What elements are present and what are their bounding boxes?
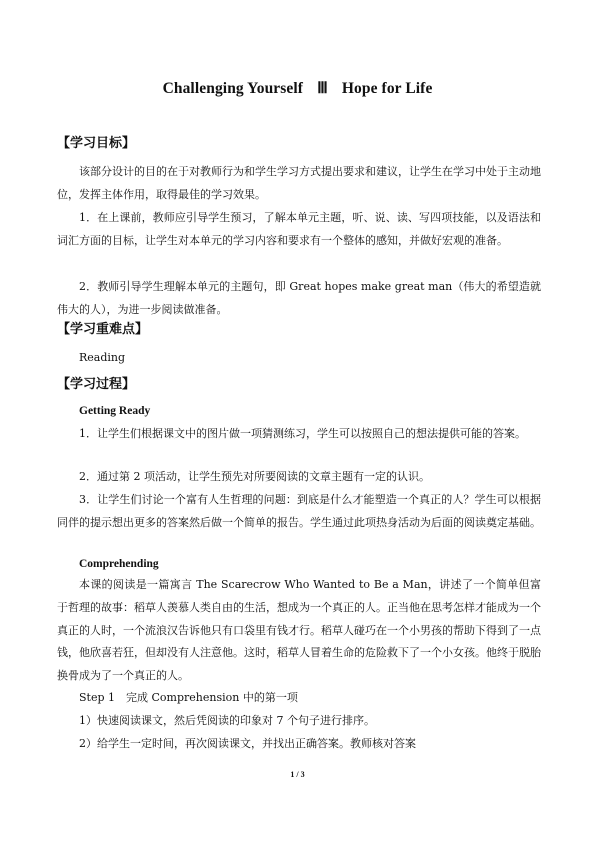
getting-ready-item-1: 1．让学生们根据课文中的图片做一项猜测练习，学生可以按照自己的想法提供可能的答案。 <box>79 427 526 440</box>
comprehending-heading: Comprehending <box>79 558 159 570</box>
goals-intro-paragraph: 该部分设计的目的在于对教师行为和学生学习方式提出要求和建议，让学生在学习中处于主动地位，发挥主体作用，取得最佳的学习效果。 <box>57 165 541 201</box>
title-part2: Hope for Life <box>341 80 433 97</box>
getting-ready-heading: Getting Ready <box>79 405 151 417</box>
getting-ready-item-2: 2．通过第 2 项活动，让学生预先对所要阅读的文章主题有一定的认识。 <box>79 470 430 483</box>
key-points-heading: 【学习重难点】 <box>57 322 149 337</box>
step1-item-b: 2）给学生一定时间，再次阅读课文，并找出正确答案。教师核对答案 <box>79 737 416 750</box>
title-roman-numeral: Ⅲ <box>317 80 328 97</box>
getting-ready-item-3: 3．让学生们讨论一个富有人生哲理的问题：到底是什么才能塑造一个真正的人？学生可以根据同伴的提示想出更多的答案然后做一个简单的报告。学生通过此项热身活动为后面的阅读奠定基础。 <box>57 493 541 529</box>
document-title <box>0 79 595 98</box>
goals-item-1: 1．在上课前，教师应引导学生预习，了解本单元主题，听、说、读、写四项技能，以及语法和词汇方面的目标，让学生对本单元的学习内容和要求有一个整体的感知，并做好宏观的准备。 <box>57 211 541 247</box>
title-part1: Challenging Yourself <box>162 80 304 97</box>
page-number: 1 / 3 <box>290 770 305 779</box>
process-heading: 【学习过程】 <box>57 377 136 392</box>
goals-item-2: 2．教师引导学生理解本单元的主题句，即 Great hopes make great man（伟大的希望造就伟大的人），为进一步阅读做准备。 <box>57 280 541 316</box>
comprehending-paragraph: 本课的阅读是一篇寓言 The Scarecrow Who Wanted to Be a Man，讲述了一个简单但富于哲理的故事：稻草人羡慕人类自由的生活，想成为一个真正的人。正当他在思考怎样才能成为一个真正的人时，一个流浪汉告诉他只有口袋里有钱才行。稻草人碰巧在一个小男孩的帮助下得到了一点钱，他欣喜若狂，但却没有人注意他。这时，稻草人冒着生命的危险救下了一个小女孩。他终于脱胎换骨成为了一个真正的人。 <box>57 578 541 683</box>
key-points-text: Reading <box>79 351 126 364</box>
step1-line: Step 1 完成 Comprehension 中的第一项 <box>79 691 298 704</box>
step1-item-a: 1）快速阅读课文，然后凭阅读的印象对 7 个句子进行排序。 <box>79 714 375 727</box>
goals-heading: 【学习目标】 <box>57 136 136 151</box>
